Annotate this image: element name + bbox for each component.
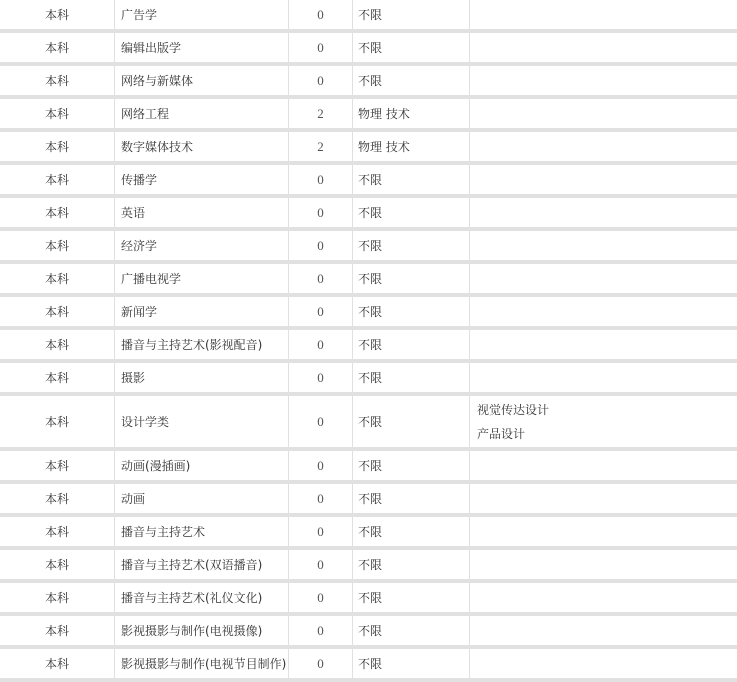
cell-directions bbox=[470, 231, 737, 260]
cell-level: 本科 bbox=[0, 132, 115, 161]
cell-major: 播音与主持艺术(礼仪文化) bbox=[115, 583, 289, 612]
cell-level: 本科 bbox=[0, 330, 115, 359]
cell-directions bbox=[470, 165, 737, 194]
direction-line: 视觉传达设计 bbox=[477, 402, 550, 417]
cell-subjects: 不限 bbox=[353, 451, 470, 480]
cell-major: 网络与新媒体 bbox=[115, 66, 289, 95]
cell-subjects: 不限 bbox=[353, 264, 470, 293]
cell-directions bbox=[470, 99, 737, 128]
cell-count: 0 bbox=[289, 198, 353, 227]
cell-major: 影视摄影与制作(电视摄像) bbox=[115, 616, 289, 645]
cell-major: 经济学 bbox=[115, 231, 289, 260]
cell-count: 0 bbox=[289, 0, 353, 29]
cell-count: 0 bbox=[289, 396, 353, 447]
cell-directions bbox=[470, 0, 737, 29]
direction-line: 产品设计 bbox=[477, 426, 526, 441]
cell-subjects: 不限 bbox=[353, 396, 470, 447]
cell-directions bbox=[470, 33, 737, 62]
cell-subjects: 不限 bbox=[353, 363, 470, 392]
cell-directions bbox=[470, 297, 737, 326]
cell-level: 本科 bbox=[0, 550, 115, 579]
cell-directions bbox=[470, 451, 737, 480]
cell-count: 0 bbox=[289, 363, 353, 392]
cell-directions bbox=[470, 66, 737, 95]
cell-level: 本科 bbox=[0, 66, 115, 95]
cell-major: 广播电视学 bbox=[115, 264, 289, 293]
cell-subjects: 不限 bbox=[353, 649, 470, 678]
table-row bbox=[0, 396, 737, 451]
cell-count: 0 bbox=[289, 330, 353, 359]
cell-directions bbox=[470, 649, 737, 678]
cell-count: 0 bbox=[289, 264, 353, 293]
cell-subjects: 不限 bbox=[353, 583, 470, 612]
cell-subjects: 不限 bbox=[353, 198, 470, 227]
cell-level: 本科 bbox=[0, 264, 115, 293]
cell-subjects: 不限 bbox=[353, 165, 470, 194]
cell-level: 本科 bbox=[0, 198, 115, 227]
cell-major: 传播学 bbox=[115, 165, 289, 194]
table-row bbox=[0, 583, 737, 616]
table-row bbox=[0, 0, 737, 33]
cell-count: 0 bbox=[289, 649, 353, 678]
cell-level: 本科 bbox=[0, 583, 115, 612]
cell-major: 播音与主持艺术(影视配音) bbox=[115, 330, 289, 359]
cell-major: 播音与主持艺术(双语播音) bbox=[115, 550, 289, 579]
table-row bbox=[0, 99, 737, 132]
cell-count: 0 bbox=[289, 165, 353, 194]
cell-subjects: 不限 bbox=[353, 66, 470, 95]
table-row bbox=[0, 66, 737, 99]
cell-subjects: 不限 bbox=[353, 484, 470, 513]
cell-directions bbox=[470, 616, 737, 645]
cell-subjects: 不限 bbox=[353, 0, 470, 29]
cell-level: 本科 bbox=[0, 451, 115, 480]
cell-major: 英语 bbox=[115, 198, 289, 227]
cell-level: 本科 bbox=[0, 649, 115, 678]
cell-subjects: 不限 bbox=[353, 616, 470, 645]
cell-level: 本科 bbox=[0, 363, 115, 392]
cell-major: 设计学类 bbox=[115, 396, 289, 447]
table-row bbox=[0, 264, 737, 297]
table-row bbox=[0, 330, 737, 363]
cell-count: 0 bbox=[289, 550, 353, 579]
cell-count: 2 bbox=[289, 132, 353, 161]
table-row bbox=[0, 33, 737, 66]
table-row bbox=[0, 297, 737, 330]
cell-directions bbox=[470, 396, 737, 447]
cell-subjects: 不限 bbox=[353, 550, 470, 579]
cell-level: 本科 bbox=[0, 231, 115, 260]
table-row bbox=[0, 363, 737, 396]
table-row bbox=[0, 198, 737, 231]
cell-subjects: 不限 bbox=[353, 231, 470, 260]
cell-count: 0 bbox=[289, 484, 353, 513]
cell-subjects: 不限 bbox=[353, 517, 470, 546]
cell-major: 影视摄影与制作(电视节目制作) bbox=[115, 649, 289, 678]
cell-directions bbox=[470, 264, 737, 293]
cell-major: 编辑出版学 bbox=[115, 33, 289, 62]
cell-count: 0 bbox=[289, 517, 353, 546]
cell-major: 新闻学 bbox=[115, 297, 289, 326]
cell-major: 网络工程 bbox=[115, 99, 289, 128]
cell-level: 本科 bbox=[0, 517, 115, 546]
table-row bbox=[0, 165, 737, 198]
cell-level: 本科 bbox=[0, 297, 115, 326]
cell-level: 本科 bbox=[0, 396, 115, 447]
cell-level: 本科 bbox=[0, 0, 115, 29]
cell-count: 0 bbox=[289, 583, 353, 612]
cell-subjects: 物理 技术 bbox=[353, 132, 470, 161]
cell-directions bbox=[470, 517, 737, 546]
cell-major: 广告学 bbox=[115, 0, 289, 29]
cell-directions bbox=[470, 363, 737, 392]
cell-count: 2 bbox=[289, 99, 353, 128]
cell-subjects: 物理 技术 bbox=[353, 99, 470, 128]
table-row bbox=[0, 132, 737, 165]
cell-level: 本科 bbox=[0, 165, 115, 194]
cell-subjects: 不限 bbox=[353, 297, 470, 326]
table-row bbox=[0, 616, 737, 649]
cell-subjects: 不限 bbox=[353, 33, 470, 62]
cell-level: 本科 bbox=[0, 99, 115, 128]
cell-directions bbox=[470, 550, 737, 579]
table-row bbox=[0, 484, 737, 517]
cell-major: 动画(漫插画) bbox=[115, 451, 289, 480]
cell-count: 0 bbox=[289, 66, 353, 95]
cell-directions bbox=[470, 330, 737, 359]
table-row bbox=[0, 649, 737, 682]
table-row bbox=[0, 517, 737, 550]
cell-count: 0 bbox=[289, 33, 353, 62]
cell-count: 0 bbox=[289, 616, 353, 645]
table-row bbox=[0, 550, 737, 583]
cell-major: 播音与主持艺术 bbox=[115, 517, 289, 546]
cell-directions bbox=[470, 198, 737, 227]
cell-directions bbox=[470, 132, 737, 161]
table-row bbox=[0, 451, 737, 484]
table-row bbox=[0, 231, 737, 264]
cell-major: 数字媒体技术 bbox=[115, 132, 289, 161]
cell-count: 0 bbox=[289, 231, 353, 260]
cell-directions bbox=[470, 583, 737, 612]
cell-major: 摄影 bbox=[115, 363, 289, 392]
cell-subjects: 不限 bbox=[353, 330, 470, 359]
cell-level: 本科 bbox=[0, 616, 115, 645]
cell-major: 动画 bbox=[115, 484, 289, 513]
cell-level: 本科 bbox=[0, 33, 115, 62]
cell-level: 本科 bbox=[0, 484, 115, 513]
cell-count: 0 bbox=[289, 451, 353, 480]
cell-directions bbox=[470, 484, 737, 513]
cell-count: 0 bbox=[289, 297, 353, 326]
